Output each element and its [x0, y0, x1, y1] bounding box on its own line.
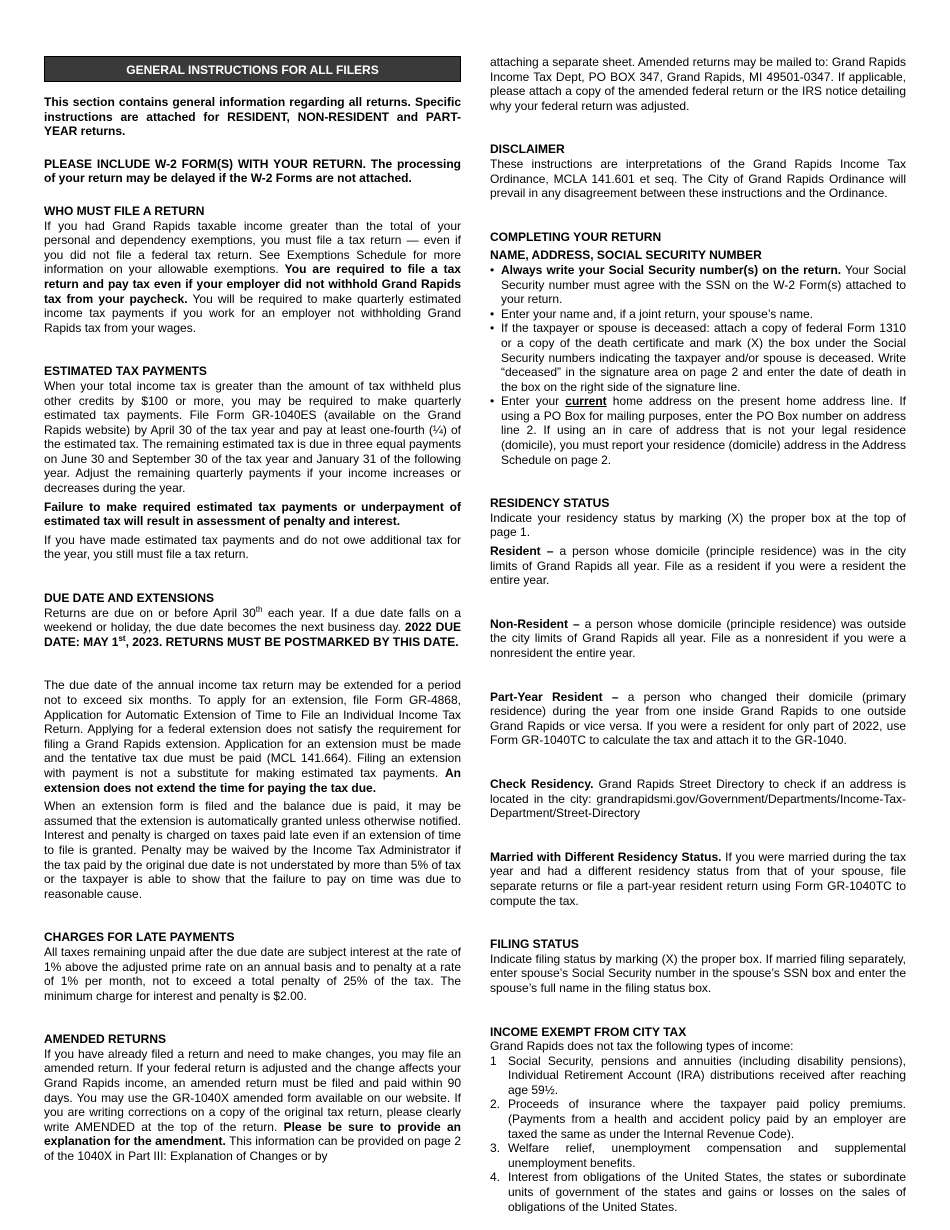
- list-item: • Enter your name and, if a joint return, your spouse’s name.: [501, 307, 906, 322]
- left-column: [44, 56, 461, 1164]
- completing-bullet-list: [490, 263, 906, 467]
- list-item: • Enter your current home address on the present home address line. If using a PO Box for mailing purposes, enter the PO Box number on address line 2. If using an in care of address that is not your legal residence (domicile), you must report your residence (domicile) address in the Address Schedule on page 2.: [501, 394, 906, 467]
- completing-heading: COMPLETING YOUR RETURN: [490, 229, 662, 244]
- married-different-residency: Married with Different Residency Status. If you were married during the tax year and had a different residency status from that of your spouse, file separate returns or file a part-year resident return using Form GR-1040TC to compute the tax.: [490, 849, 906, 908]
- amended-heading: AMENDED RETURNS: [44, 1032, 167, 1047]
- income-exempt-text: Grand Rapids does not tax the following types of income:: [490, 1039, 794, 1054]
- name-address-ssn-heading: NAME, ADDRESS, SOCIAL SECURITY NUMBER: [490, 248, 762, 263]
- list-item: 1 Social Security, pensions and annuities (including disability pensions), Individual Retirement Account (IRA) distributions received after reaching age 59½.: [490, 1053, 906, 1097]
- estimated-penalty-warning: Failure to make required estimated tax payments or underpayment of estimated tax will result in assessment of penalty and interest.: [44, 499, 461, 529]
- amended-text-continued: attaching a separate sheet. Amended returns may be mailed to: Grand Rapids Income Tax Dept, PO BOX 347, Grand Rapids, MI 49501-0347. If applicable, please attach a copy of the amended federal return or the IRS notice detailing why your federal return was adjusted.: [490, 55, 906, 113]
- list-item: 3. Welfare relief, unemployment compensation and supplemental unemployment benefits.: [490, 1141, 906, 1170]
- resident-definition: Resident – a person whose domicile (principle residence) was in the city limits of Grand Rapids all year. File as a resident if you were a resident the entire year.: [490, 544, 907, 588]
- who-must-file-heading: WHO MUST FILE A RETURN: [44, 203, 205, 218]
- income-exempt-list: [490, 1054, 906, 1215]
- check-residency: Check Residency. Grand Rapids Street Directory to check if an address is located in the city: grandrapidsmi.gov/Government/Departments/Income-Tax-Department/Street-Directory: [490, 776, 906, 821]
- list-item: 2. Proceeds of insurance where the taxpayer paid policy premiums. (Payments from a health and accident policy paid by an employer are taxed the same as under the Internal Revenue Code).: [490, 1097, 906, 1141]
- right-column: [490, 55, 906, 1214]
- disclaimer-text: These instructions are interpretations of the Grand Rapids Income Tax Ordinance, MCLA 141.601 et seq. The City of Grand Rapids Ordinance will prevail in any disagreement between these instructions and the Ordinance.: [490, 156, 906, 201]
- list-item: • If the taxpayer or spouse is deceased: attach a copy of federal Form 1310 or a copy of the death certificate and mark (X) the box under the Social Security numbers indicating the taxpayer and/or spouse is deceased. Write “deceased” in the signature area on page 2 and enter the date of death in the box on the right side of the signature line.: [501, 321, 906, 394]
- estimated-text: When your total income tax is greater than the amount of tax withheld plus other credits by $100 or more, you may be required to make quarterly estimated tax payments. File Form GR-1040ES (available on the Grand Rapids website) by April 30 of the tax year and pay at least one-fourth (¼) of the estimated tax. The remaining estimated tax is due in three equal payments on June 30 and September 30 of the tax year and January 31 of the following year. Adjust the remaining quarterly payments if your income increases or decreases during the year.: [44, 378, 461, 496]
- nonresident-definition: Non-Resident – a person whose domicile (principle residence) was outside the city limits of Grand Rapids all year. File as a nonresident if you were a nonresident the entire year.: [490, 616, 906, 660]
- list-item: • Always write your Social Security number(s) on the return. Your Social Security number must agree with the SSN on the W-2 Form(s) attached to your return.: [501, 263, 906, 307]
- intro-text: This section contains general information regarding all returns. Specific instructions are attached for RESIDENT, NON-RESIDENT and PART-YEAR returns.: [44, 95, 461, 139]
- due-date-text: Returns are due on or before April 30th each year. If a due date falls on a weekend or holiday, the due date becomes the next business day. 2022 DUE DATE: MAY 1st, 2023. RETURNS MUST BE POSTMARKED BY THIS DATE.: [44, 604, 461, 649]
- estimated-text-2: If you have made estimated tax payments and do not owe additional tax for the year, you still must file a tax return.: [44, 532, 461, 562]
- residency-text: Indicate your residency status by marking (X) the proper box at the top of page 1.: [490, 510, 906, 540]
- late-payments-heading: CHARGES FOR LATE PAYMENTS: [44, 930, 235, 945]
- filing-status-heading: FILING STATUS: [490, 937, 579, 952]
- list-item: 4. Interest from obligations of the United States, the states or subordinate units of government of the states and gains or losses on the sales of obligations of the United States.: [490, 1170, 906, 1214]
- estimated-heading: ESTIMATED TAX PAYMENTS: [44, 364, 207, 379]
- residency-heading: RESIDENCY STATUS: [490, 496, 610, 511]
- income-exempt-heading: INCOME EXEMPT FROM CITY TAX: [490, 1024, 687, 1039]
- due-date-heading: DUE DATE AND EXTENSIONS: [44, 591, 215, 606]
- w2-notice: PLEASE INCLUDE W-2 FORM(S) WITH YOUR RETURN. The processing of your return may be delayed if the W-2 Forms are not attached.: [44, 156, 461, 186]
- partyear-definition: Part-Year Resident – a person who changed their domicile (primary residence) during the year from one inside Grand Rapids to one outside Grand Rapids or vice versa. If you were a resident for only part of 2022, use Form GR-1040TC to calculate the tax and attach it to the GR-1040.: [490, 689, 906, 748]
- late-payments-text: All taxes remaining unpaid after the due date are subject interest at the rate of 1% above the adjusted prime rate on an annual basis and to penalty at a rate of 1% per month, not to exceed a total penalty of 25% of the tax. The minimum charge for interest and penalty is $2.00.: [44, 944, 461, 1003]
- disclaimer-heading: DISCLAIMER: [490, 142, 565, 157]
- extension-text-2: When an extension form is filed and the balance due is paid, it may be assumed that the extension is automatically granted unless otherwise notified. Interest and penalty is charged on taxes paid late even if an extension of time to file is granted. Penalty may be waived by the Income Tax Administrator if the tax paid by the original due date is not understated by more than 5% of tax or the taxpayer is able to show that the failure to pay on time was due to reasonable cause.: [44, 799, 461, 901]
- who-must-file-text: If you had Grand Rapids taxable income greater than the total of your personal and dependency exemptions, you must file a tax return — even if you did not file a federal tax return. See Exemptions Schedule for more information on your allowable exemptions. You are required to file a tax return and pay tax even if your employer did not withhold Grand Rapids tax from your paycheck. You will be required to make quarterly estimated income tax payments if you work for an employer not withholding Grand Rapids tax from your wages.: [44, 218, 461, 335]
- section-banner: GENERAL INSTRUCTIONS FOR ALL FILERS: [44, 56, 461, 82]
- amended-text: If you have already filed a return and need to make changes, you may file an amended return. If your federal return is adjusted and the change affects your Grand Rapids income, an amended return must be filed and paid within 90 days. You may use the GR-1040X amended form available on our website. If you are writing corrections on a copy of the original tax return, please clearly write AMENDED at the top of the return. Please be sure to provide an explanation for the amendment. This information can be provided on page 2 of the 1040X in Part III: Explanation of Changes or by: [44, 1046, 462, 1164]
- filing-status-text: Indicate filing status by marking (X) the proper box. If married filing separately, enter spouse’s Social Security number in the spouse’s SSN box and enter the spouse’s full name in the filing status box.: [490, 951, 906, 995]
- extension-text: The due date of the annual income tax return may be extended for a period not to exceed six months. To apply for an extension, file Form GR-4868, Application for Automatic Extension of Time to File an Individual Income Tax Return. Applying for a federal extension does not satisfy the requirement for filing a Grand Rapids extension. Application for an extension must be made and the tentative tax due must be paid (MCL 141.664). Filing an extension with payment is not a substitute for making estimated tax payments. An extension does not extend the time for paying the tax due.: [44, 678, 461, 795]
